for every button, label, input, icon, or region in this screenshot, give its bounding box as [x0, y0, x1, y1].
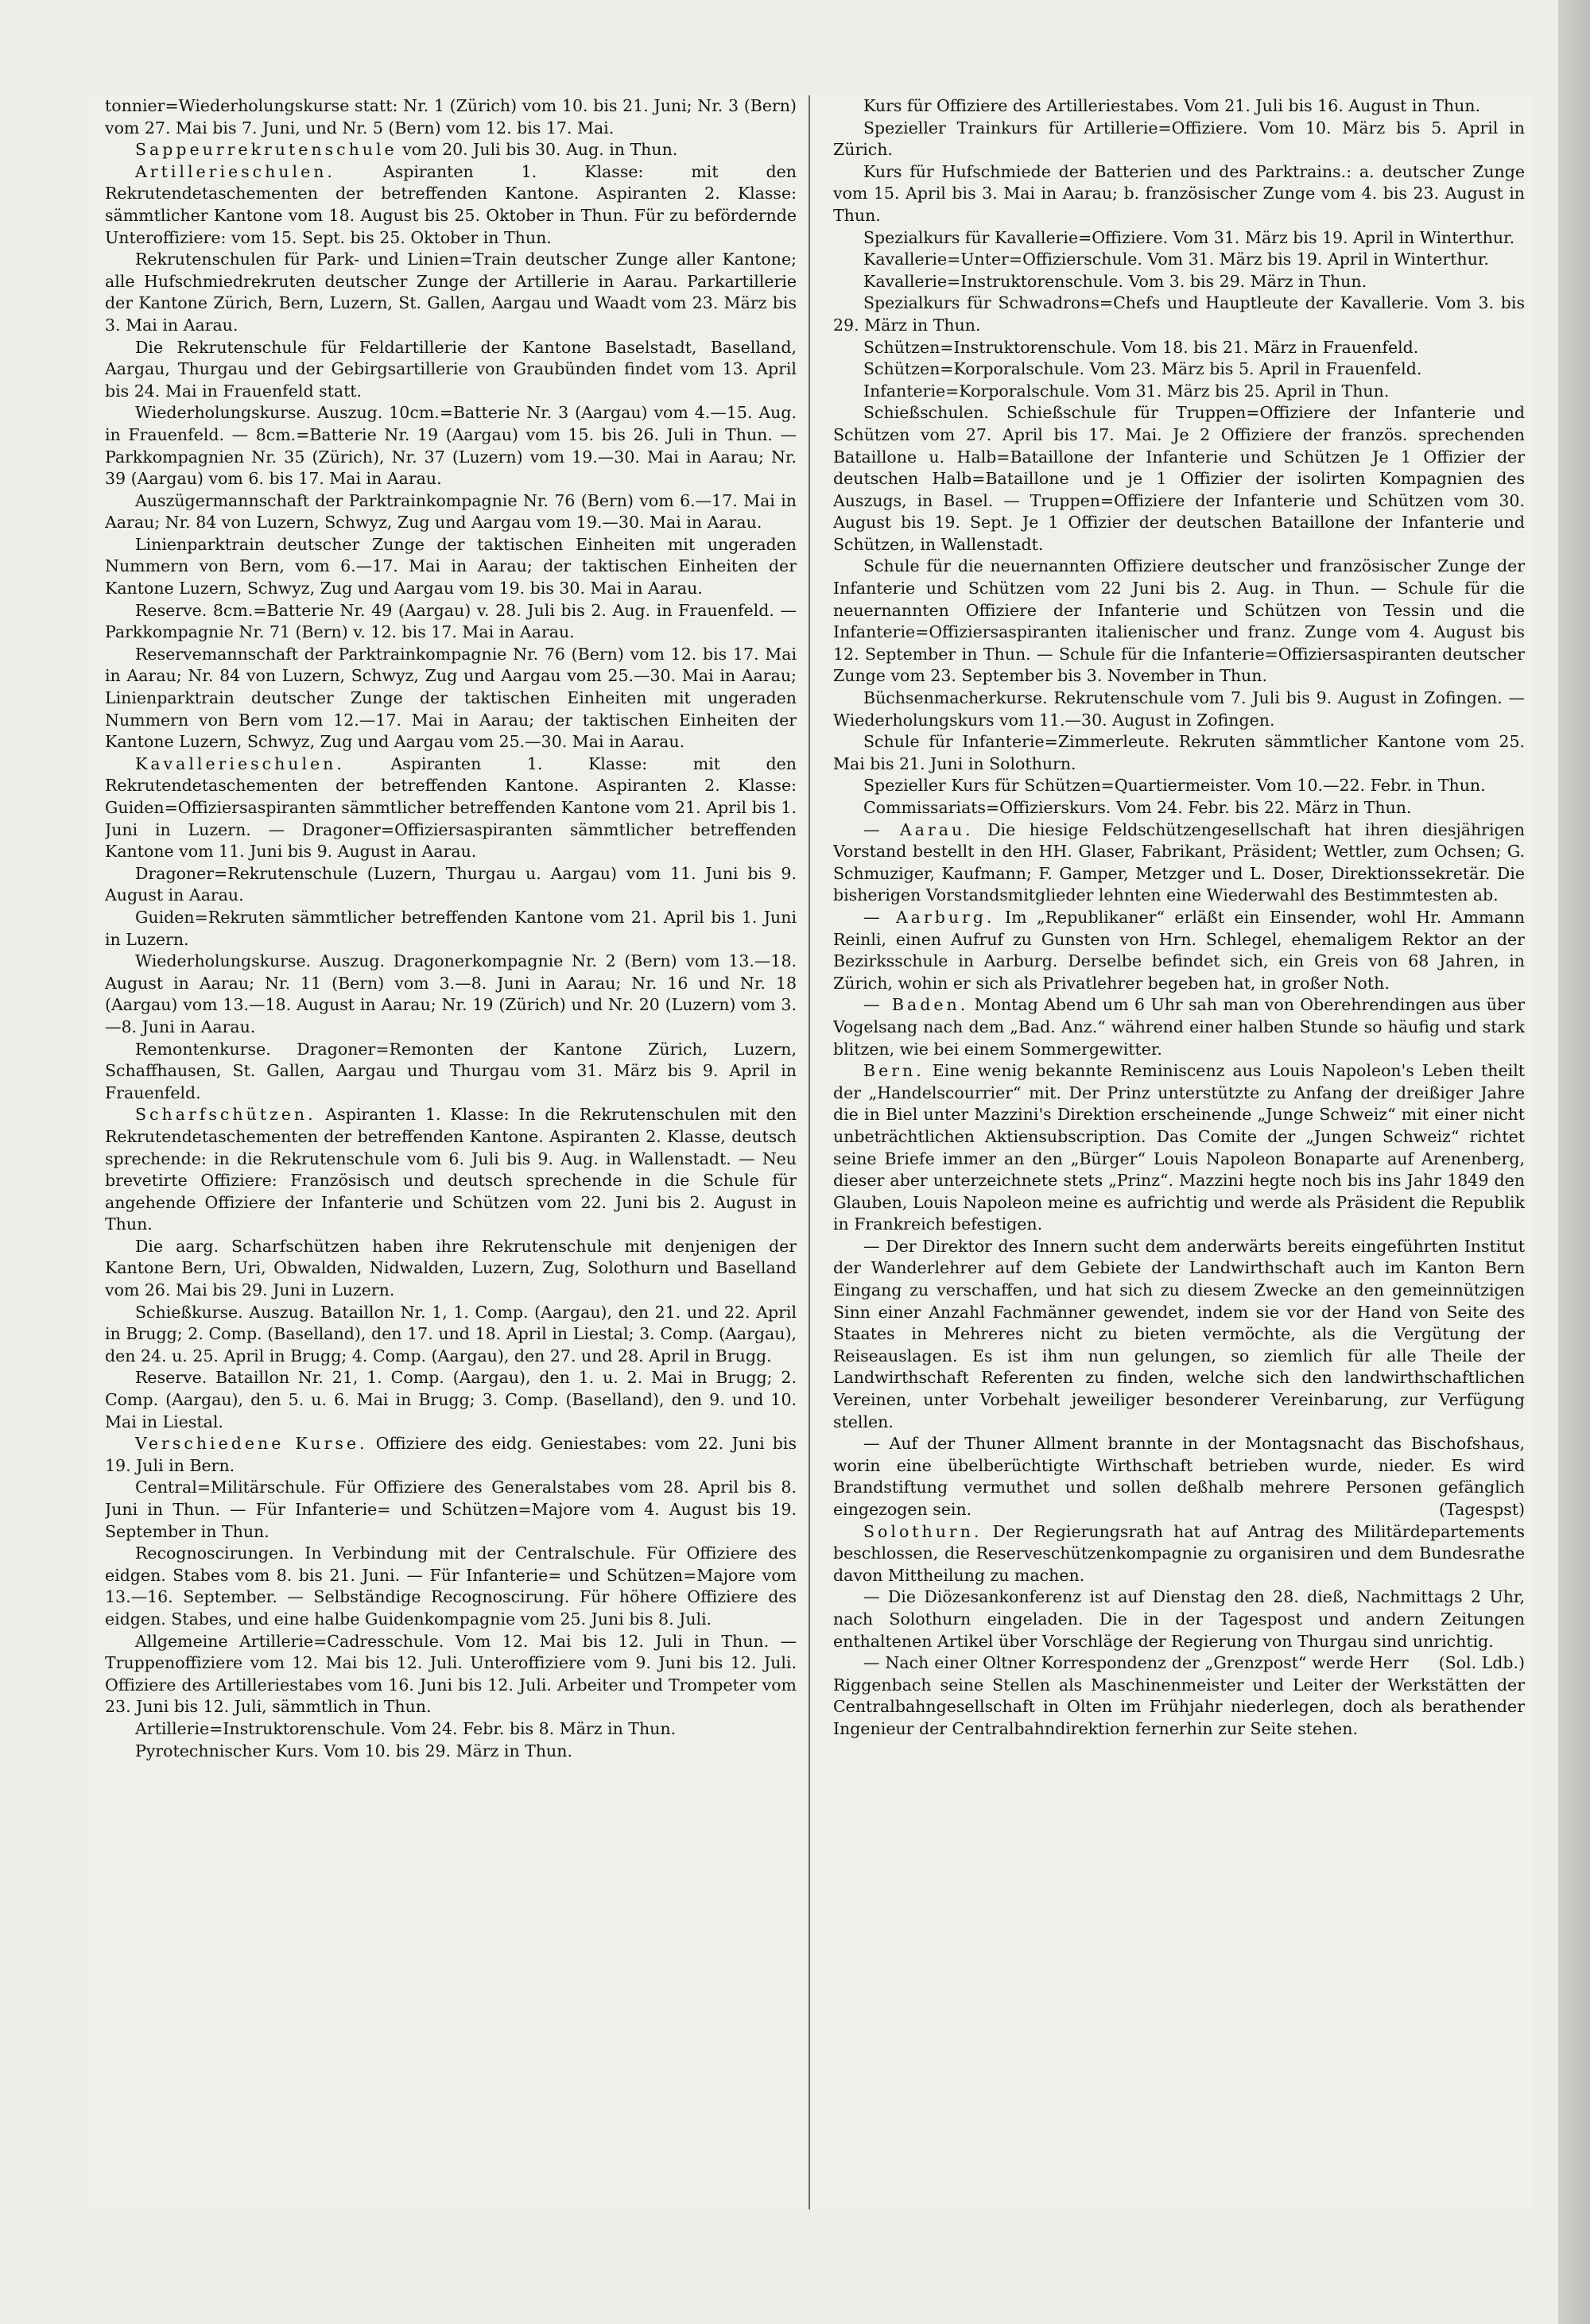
source-credit: (Sol. Ldb.) [1438, 1653, 1525, 1673]
paragraph [833, 381, 1525, 403]
paragraph-text: Remontenkurse. Dragoner=Remonten der Kantone Zürich, Luzern, Schaffhausen, St. Gallen, Aargau und Thurgau vom 31. März bis 9. April in Frauenfeld. [105, 1039, 797, 1102]
paragraph-text: Aspiranten 1. Klasse: In die Rekrutenschulen mit den Rekrutendetaschementen der betreffenden Kantone. Aspiranten 2. Klasse, deutsch sprechende: in die Rekrutenschule vom 6. Juli bis 9. Aug. in Wallenstadt. — Neu brevetirte Offiziere: Französisch und deutsch sprechende in die Schule für angehende Offiziere der Infanterie und Schützen vom 22. Juni bis 2. August in Thun. [105, 1105, 797, 1234]
column-rule [809, 95, 810, 2210]
paragraph [105, 95, 797, 139]
paragraph [833, 819, 1525, 907]
right-column [833, 95, 1525, 2210]
paragraph-heading: — Aarburg. [863, 907, 995, 927]
page-edge [1558, 0, 1590, 2324]
paragraph [105, 1302, 797, 1368]
paragraph [833, 688, 1525, 731]
paragraph [105, 907, 797, 951]
paragraph-text: Spezieller Trainkurs für Artillerie=Offiziere. Vom 10. März bis 5. April in Zürich. [833, 118, 1525, 160]
paragraph [833, 731, 1525, 775]
paragraph [833, 1521, 1525, 1587]
newspaper-page [87, 95, 1534, 2210]
paragraph [105, 1039, 797, 1105]
paragraph-heading: — Aarau. [863, 819, 974, 839]
paragraph [105, 1631, 797, 1718]
source-credit: (Tagespst) [1439, 1500, 1525, 1519]
paragraph-text: Auszügermannschaft der Parktrainkompagnie Nr. 76 (Bern) vom 6.—17. Mai in Aarau; Nr. 84 von Luzern, Schwyz, Zug und Aargau vom 19.—30. Mai in Aarau. [105, 490, 797, 533]
paragraph-heading: — Baden. [863, 995, 969, 1015]
paragraph-text: vom 20. Juli bis 30. Aug. in Thun. [397, 140, 678, 160]
paragraph-heading: Kavallerieschulen. [135, 753, 345, 773]
paragraph [105, 337, 797, 403]
paragraph-text: — Die Diözesankonferenz ist auf Dienstag den 28. dieß, Nachmittags 2 Uhr, nach Solothurn eingeladen. Die in der Tagespost und andern Zeitungen enthaltenen Artikel über Vorschläge der Regierung von Thurgau sind unrichtig. [833, 1587, 1525, 1651]
paragraph-text: Artillerie=Instruktorenschule. Vom 24. Febr. bis 8. März in Thun. [135, 1718, 677, 1738]
paragraph-text: Schützen=Instruktorenschule. Vom 18. bis 21. März in Frauenfeld. [863, 337, 1419, 357]
paragraph [833, 292, 1525, 336]
paragraph-heading: Bern. [863, 1061, 925, 1081]
paragraph-text: Spezieller Kurs für Schützen=Quartiermeister. Vom 10.—22. Febr. in Thun. [863, 776, 1486, 796]
paragraph-text: Eine wenig bekannte Reminiscenz aus Louis Napoleon's Leben theilt der „Handelscourrier“ mit. Der Prinz unterstützte zu Anfang der dreißiger Jahre die in Biel unter Mazzini's Direktion erscheinende „Junge Schweiz“ mit einer nicht unbeträchtlichen Aktiensubscription. Das Comite der „Jungen Schweiz“ richtet seine Briefe immer an den „Bürger“ Louis Napoleon Bonaparte auf Arenenberg, dieser aber unterzeichnete stets „Prinz“. Mazzini hegte noch bis ins Jahr 1849 den Glauben, Louis Napoleon meine es aufrichtig und werde als Präsident die Republik in Frankreich befestigen. [833, 1061, 1525, 1234]
paragraph-heading: Solothurn. [863, 1521, 983, 1541]
paragraph [105, 249, 797, 336]
paragraph-text: Schützen=Korporalschule. Vom 23. März bis 5. April in Frauenfeld. [863, 359, 1422, 379]
paragraph-text: Die hiesige Feldschützengesellschaft hat ihren diesjährigen Vorstand bestellt in den HH. Glaser, Fabrikant, Präsident; Wettler, zum Ochsen; G. Schmuziger, Kaufmann; F. Gamper, Metzger und L. Doser, Direktionssekretär. Die bisherigen Vorstandsmitglieder lehnten eine Wiederwahl des Bestimmtesten ab. [833, 819, 1525, 905]
paragraph-text: Reservemannschaft der Parktrainkompagnie Nr. 76 (Bern) vom 12. bis 17. Mai in Aarau; Nr. 84 von Luzern, Schwyz, Zug und Aargau vom 25.—30. Mai in Aarau; Linienparktrain deutscher Zunge der taktischen Einheiten mit ungeraden Nummern von Bern vom 12.—17. Mai in Aarau; der taktischen Einheiten der Kantone Luzern, Schwyz, Zug und Aargau vom 25.—30. Mai in Aarau. [105, 644, 797, 752]
paragraph [833, 358, 1525, 381]
paragraph-text: Commissariats=Offizierskurs. Vom 24. Febr. bis 22. März in Thun. [863, 798, 1412, 817]
paragraph [105, 1477, 797, 1543]
paragraph-text: Offiziere des eidg. Geniestabes: vom 22. Juni bis 19. Juli in Bern. [105, 1434, 797, 1475]
paragraph-text: Wiederholungskurse. Auszug. 10cm.=Batterie Nr. 3 (Aargau) vom 4.—15. Aug. in Frauenfeld. — 8cm.=Batterie Nr. 19 (Aargau) vom 15. bis 26. Juli in Thun. — Parkkompagnien Nr. 35 (Zürich), Nr. 37 (Luzern) vom 19.—30. Mai in Aarau; Nr. 39 (Aargau) vom 6. bis 17. Mai in Aarau. [105, 403, 797, 489]
paragraph [833, 907, 1525, 994]
paragraph-text: tonnier=Wiederholungskurse statt: Nr. 1 (Zürich) vom 10. bis 21. Juni; Nr. 3 (Bern) vom 27. Mai bis 7. Juni, und Nr. 5 (Bern) vom 12. bis 17. Mai. [105, 96, 797, 138]
paragraph [833, 161, 1525, 227]
paragraph [105, 951, 797, 1038]
paragraph-text: Die Rekrutenschule für Feldartillerie der Kantone Baselstadt, Baselland, Aargau, Thurgau und der Gebirgsartillerie von Graubünden findet vom 13. April bis 24. Mai in Frauenfeld statt. [105, 337, 797, 401]
paragraph [833, 249, 1525, 271]
paragraph [833, 1586, 1525, 1673]
paragraph-text: Linienparktrain deutscher Zunge der taktischen Einheiten mit ungeraden Nummern von Bern, vom 6.—17. Mai in Aarau; der taktischen Einheiten der Kantone Luzern, Schwyz, Zug und Aargau vom 19. bis 30. Mai in Aarau. [105, 534, 797, 598]
paragraph-text: Kurs für Hufschmiede der Batterien und des Parktrains.: a. deutscher Zunge vom 15. April bis 3. Mai in Aarau; b. französischer Zunge vom 4. bis 23. August in Thun. [833, 161, 1525, 225]
paragraph-text: Rekrutenschulen für Park- und Linien=Train deutscher Zunge aller Kantone; alle Hufschmiedrekruten deutscher Zunge der Artillerie in Aarau. Parkartillerie der Kantone Zürich, Bern, Luzern, St. Gallen, Aargau und Waadt vom 23. März bis 3. Mai in Aarau. [105, 250, 797, 335]
paragraph-text: Büchsenmacherkurse. Rekrutenschule vom 7. Juli bis 9. August in Zofingen. — Wiederholungskurs vom 11.—30. August in Zofingen. [833, 688, 1525, 730]
paragraph-text: Aspiranten 1. Klasse: mit den Rekrutendetaschementen der betreffenden Kantone. Aspiranten 2. Klasse: Guiden=Offiziersaspiranten sämmtlicher betreffenden Kantone vom 21. April bis 1. Juni in Luzern. — Dragoner=Offiziersaspiranten sämmtlicher betreffenden Kantone vom 11. Juni bis 9. August in Aarau. [105, 753, 797, 862]
paragraph [105, 139, 797, 161]
paragraph [833, 402, 1525, 556]
paragraph [833, 775, 1525, 797]
paragraph-text: Allgemeine Artillerie=Cadresschule. Vom 12. Mai bis 12. Juli in Thun. — Truppenoffiziere vom 12. Mai bis 12. Juli. Unteroffiziere vom 9. Juni bis 12. Juli. Offiziere des Artilleriestabes vom 16. Juni bis 12. Juli. Arbeiter und Trompeter vom 23. Juni bis 12. Juli, sämmtlich in Thun. [105, 1631, 797, 1717]
paragraph-heading: Scharfschützen. [135, 1105, 316, 1125]
paragraph-text: Kavallerie=Instruktorenschule. Vom 3. bis 29. März in Thun. [863, 271, 1367, 291]
paragraph [105, 863, 797, 907]
paragraph-text: Recognoscirungen. In Verbindung mit der Centralschule. Für Offiziere des eidgen. Stabes vom 8. bis 21. Juni. — Für Infanterie= und Schützen=Majore vom 13.—16. September. — Selbständige Recognoscirung. Für höhere Offiziere des eidgen. Stabes, und eine halbe Guidenkompagnie vom 25. Juni bis 8. Juli. [105, 1544, 797, 1629]
paragraph [833, 797, 1525, 819]
paragraph-text: Spezialkurs für Kavallerie=Offiziere. Vom 31. März bis 19. April in Winterthur. [863, 227, 1515, 247]
paragraph-text: Im „Republikaner“ erläßt ein Einsender, wohl Hr. Ammann Reinli, einen Aufruf zu Gunsten von Hrn. Schlegel, ehemaligem Rektor an der Bezirksschule in Aarburg. Derselbe befindet sich, ein Greis von 68 Jahren, in Zürich, wohin er sich als Privatlehrer begeben hat, in großer Noth. [833, 907, 1525, 993]
paragraph-heading: Verschiedene Kurse. [135, 1434, 368, 1454]
paragraph-text: Schießkurse. Auszug. Bataillon Nr. 1, 1. Comp. (Aargau), den 21. und 22. April in Brugg; 2. Comp. (Baselland), den 17. und 18. April in Liestal; 3. Comp. (Aargau), den 24. u. 25. April in Brugg; 4. Comp. (Aargau), den 27. und 28. April in Brugg. [105, 1302, 797, 1365]
paragraph [105, 600, 797, 644]
paragraph [105, 161, 797, 249]
paragraph-text: Kavallerie=Unter=Offizierschule. Vom 31. März bis 19. April in Winterthur. [863, 250, 1489, 269]
paragraph-text: Wiederholungskurse. Auszug. Dragonerkompagnie Nr. 2 (Bern) vom 13.—18. August in Aarau; Nr. 11 (Bern) vom 3.—8. Juni in Aarau; Nr. 16 und Nr. 18 (Aargau) vom 13.—18. August in Aarau; Nr. 19 (Zürich) und Nr. 20 (Luzern) vom 3.—8. Juni in Aarau. [105, 951, 797, 1036]
paragraph [105, 753, 797, 863]
paragraph-text: — Nach einer Oltner Korrespondenz der „Grenzpost“ werde Herr Riggenbach seine Stellen als Maschinenmeister und Leiter der Werkstätten der Centralbahngesellschaft in Olten im Frühjahr niederlegen, doch als berathender Ingenieur der Centralbahndirektion fernerhin zur Seite stehen. [833, 1653, 1525, 1738]
paragraph-text: Schießschulen. Schießschule für Truppen=Offiziere der Infanterie und Schützen vom 27. April bis 17. Mai. Je 2 Offiziere der französ. sprechenden Bataillone u. Halb=Bataillone der Infanterie und Schützen Je 1 Offizier der deutschen Halb=Bataillone und je 1 Offizier der isolirten Kompagnien des Auszugs, in Basel. — Truppen=Offiziere der Infanterie und Schützen vom 30. August bis 19. Sept. Je 1 Offizier der deutschen Bataillone der Infanterie und Schützen, in Wallenstadt. [833, 403, 1525, 554]
paragraph [833, 1236, 1525, 1433]
paragraph-heading: Artillerieschulen. [135, 161, 335, 181]
paragraph [105, 644, 797, 753]
paragraph-text: Kurs für Offiziere des Artilleriestabes. Vom 21. Juli bis 16. August in Thun. [863, 96, 1480, 115]
paragraph [105, 1236, 797, 1302]
paragraph-heading: Sappeurrekrutenschule [135, 140, 398, 160]
paragraph-text: Pyrotechnischer Kurs. Vom 10. bis 29. März in Thun. [135, 1741, 572, 1760]
paragraph-text: Montag Abend um 6 Uhr sah man von Oberehrendingen aus über Vogelsang nach dem „Bad. Anz.“ während einer halben Stunde so häufig und stark blitzen, wie bei einem Sommergewitter. [833, 995, 1525, 1059]
paragraph [833, 95, 1525, 118]
paragraph [105, 1741, 797, 1763]
paragraph-text: Der Regierungsrath hat auf Antrag des Militärdepartements beschlossen, die Reserveschützenkompagnie zu organisiren und dem Bundesrathe davon Mittheilung zu machen. [833, 1521, 1525, 1585]
paragraph-text: Reserve. 8cm.=Batterie Nr. 49 (Aargau) v. 28. Juli bis 2. Aug. in Frauenfeld. — Parkkompagnie Nr. 71 (Bern) v. 12. bis 17. Mai in Aarau. [105, 600, 797, 642]
paragraph [105, 1718, 797, 1741]
paragraph [833, 1433, 1525, 1520]
paragraph-text: Guiden=Rekruten sämmtlicher betreffenden Kantone vom 21. April bis 1. Juni in Luzern. [105, 907, 797, 949]
left-column [105, 95, 797, 2210]
paragraph-text: — Der Direktor des Innern sucht dem anderwärts bereits eingeführten Institut der Wanderlehrer auf dem Gebiete der Landwirthschaft auch im Kanton Bern Eingang zu verschaffen, und hat sich zu diesem Zwecke an den gemeinnützigen Sinn einer Anzahl Fachmänner gewendet, indem sie vor der Hand von Seite des Staates in Mehreres nicht zu bieten vermöchte, als die Vergütung der Reiseauslagen. Es ist ihm nun gelungen, so ziemlich für alle Theile der Landwirthschaft Referenten zu finden, welche sich den landwirthschaftlichen Vereinen, unter Vorbehalt jeweiliger besonderer Vereinbarung, zur Verfügung stellen. [833, 1236, 1525, 1431]
paragraph [105, 1104, 797, 1236]
paragraph-text: Die aarg. Scharfschützen haben ihre Rekrutenschule mit denjenigen der Kantone Bern, Uri, Obwalden, Nidwalden, Luzern, Zug, Solothurn und Baselland vom 26. Mai bis 29. Juni in Luzern. [105, 1236, 797, 1300]
paragraph-text: Schule für Infanterie=Zimmerleute. Rekruten sämmtlicher Kantone vom 25. Mai bis 21. Juni in Solothurn. [833, 732, 1525, 773]
paragraph [833, 118, 1525, 161]
paragraph-text: Aspiranten 1. Klasse: mit den Rekrutendetaschementen der betreffenden Kantone. Aspiranten 2. Klasse: sämmtlicher Kantone vom 18. August bis 25. Oktober in Thun. Für zu befördernde Unteroffiziere: vom 15. Sept. bis 25. Oktober in Thun. [105, 161, 797, 247]
paragraph [105, 1543, 797, 1630]
paragraph-text: Dragoner=Rekrutenschule (Luzern, Thurgau u. Aargau) vom 11. Juni bis 9. August in Aarau. [105, 863, 797, 905]
paragraph [105, 1433, 797, 1477]
paragraph-text: Spezialkurs für Schwadrons=Chefs und Hauptleute der Kavallerie. Vom 3. bis 29. März in Thun. [833, 293, 1525, 335]
paragraph [105, 490, 797, 534]
paragraph-text: Infanterie=Korporalschule. Vom 31. März bis 25. April in Thun. [863, 381, 1390, 401]
paragraph-text: Central=Militärschule. Für Offiziere des Generalstabes vom 28. April bis 8. Juni in Thun. — Für Infanterie= und Schützen=Majore vom 4. August bis 19. September in Thun. [105, 1478, 797, 1541]
paragraph-text: Schule für die neuernannten Offiziere deutscher und französischer Zunge der Infanterie und Schützen vom 22 Juni bis 2. Aug. in Thun. — Schule für die neuernannten Offiziere der Infanterie und Schützen von Tessin und die Infanterie=Offiziersaspiranten italienischer und franz. Zunge vom 4. August bis 12. September in Thun. — Schule für die Infanterie=Offiziersaspiranten deutscher Zunge vom 23. September bis 3. November in Thun. [833, 556, 1525, 686]
paragraph [105, 1367, 797, 1433]
paragraph-text: — Auf der Thuner Allment brannte in der Montagsnacht das Bischofshaus, worin eine übelberüchtigte Wirthschaft betrieben wurde, nieder. Es wird Brandstiftung vermuthet und sollen deßhalb mehrere Personen gefänglich eingezogen sein. [833, 1434, 1525, 1519]
paragraph [833, 1060, 1525, 1236]
paragraph [833, 337, 1525, 359]
paragraph [105, 534, 797, 600]
paragraph [833, 271, 1525, 293]
paragraph [833, 556, 1525, 688]
paragraph [105, 402, 797, 490]
paragraph [833, 227, 1525, 250]
paragraph-text: Reserve. Bataillon Nr. 21, 1. Comp. (Aargau), den 1. u. 2. Mai in Brugg; 2. Comp. (Aargau), den 5. u. 6. Mai in Brugg; 3. Comp. (Baselland), den 9. und 10. Mai in Liestal. [105, 1368, 797, 1431]
paragraph [833, 994, 1525, 1060]
